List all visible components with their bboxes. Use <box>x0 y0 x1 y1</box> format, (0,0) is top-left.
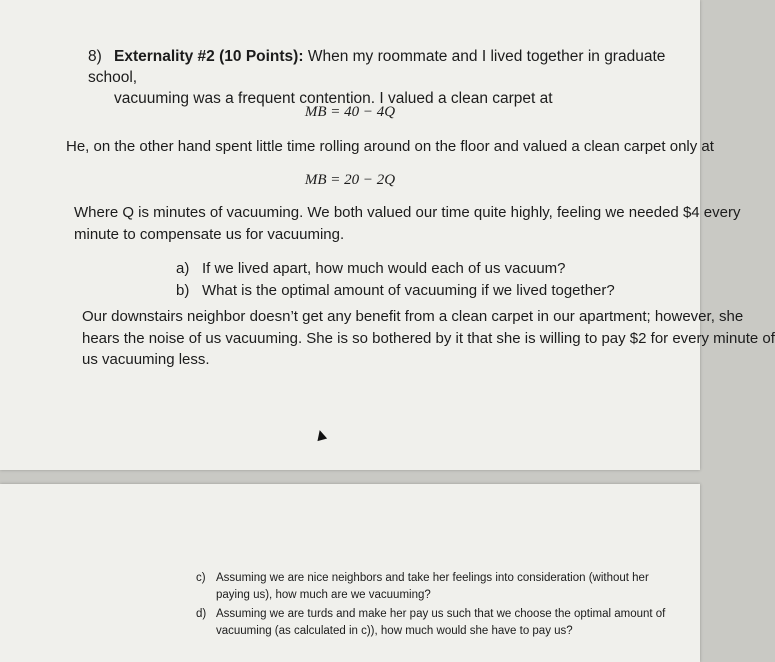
intro-line-2: vacuuming was a frequent contention. I valued a clean carpet at <box>114 90 553 107</box>
subquestion-text: If we lived apart, how much would each of us vacuum? <box>202 260 566 277</box>
worksheet-page-2 <box>0 484 700 662</box>
question-number: 8) <box>88 48 102 65</box>
neighbor-line-3: us vacuuming less. <box>82 351 210 368</box>
subquestion-d <box>196 606 676 640</box>
equation-mb-1: MB = 40 − 4Q <box>304 104 396 120</box>
neighbor-line-2: hears the noise of us vacuuming. She is so bothered by it that she is willing to pay $2 for every minute of <box>82 330 775 347</box>
subquestion-list-ab <box>176 258 615 302</box>
cost-line-2: minute to compensate us for vacuuming. <box>74 226 345 243</box>
subquestion-label: b) <box>176 282 190 299</box>
neighbor-line-1: Our downstairs neighbor doesn’t get any benefit from a clean carpet in our apartment; however, she <box>82 308 744 325</box>
roommate-line: He, on the other hand spent little time rolling around on the floor and valued a clean carpet only at <box>66 138 714 155</box>
question-heading <box>88 46 698 109</box>
subquestion-text: Assuming we are nice neighbors and take her feelings into consideration (without her paying us), how much are we vacuuming? <box>216 572 649 601</box>
subquestion-a <box>176 258 615 280</box>
subquestion-label: d) <box>196 608 207 620</box>
equation-mb-2: MB = 20 − 2Q <box>304 172 396 188</box>
subquestion-text: What is the optimal amount of vacuuming if we lived together? <box>202 282 615 299</box>
cost-line-1: Where Q is minutes of vacuuming. We both valued our time quite highly, feeling we needed $4 every <box>74 204 741 221</box>
subquestion-label: a) <box>176 260 190 277</box>
intro-line-1: When my roommate and I lived together in graduate school, <box>88 48 666 86</box>
subquestion-text: Assuming we are turds and make her pay us such that we choose the optimal amount of vacuuming (as calculated in c)), how much would she have to pay us? <box>216 608 666 637</box>
subquestion-label: c) <box>196 572 206 584</box>
subquestion-c <box>196 570 676 604</box>
question-title: Externality #2 (10 Points): <box>114 48 304 65</box>
subquestion-list-cd <box>196 570 676 642</box>
subquestion-b <box>176 280 615 302</box>
mouse-cursor-icon <box>315 429 327 441</box>
